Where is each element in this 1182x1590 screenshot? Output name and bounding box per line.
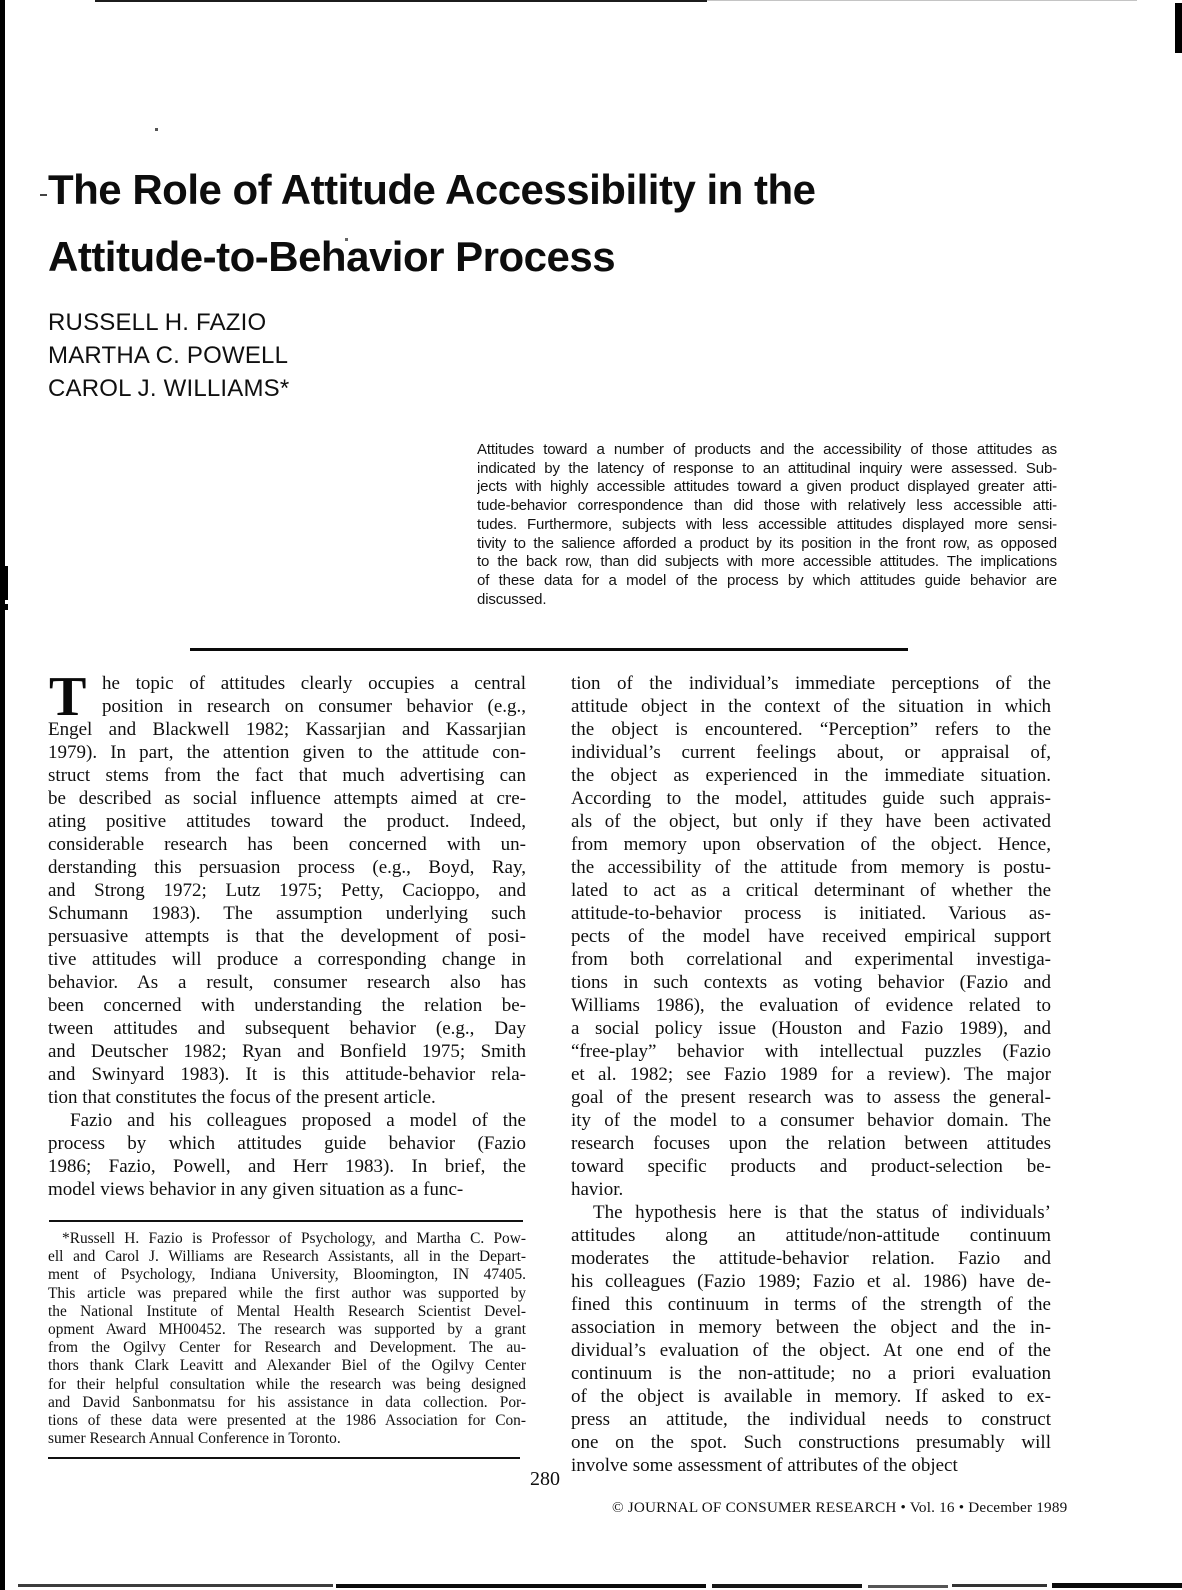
abstract bbox=[477, 441, 1057, 609]
text-line: als of the object, but only if they have been activated bbox=[571, 811, 1051, 832]
text-line: lated to act as a critical determinant of whether the bbox=[571, 880, 1051, 901]
footnote-rule-top bbox=[49, 1220, 523, 1222]
scan-artifact-speck bbox=[5, 604, 8, 610]
paragraph bbox=[48, 666, 526, 1109]
scan-artifact-right-tick bbox=[1175, 3, 1182, 53]
text-line: the object as experienced in the immediate situation. bbox=[571, 765, 1051, 786]
drop-cap: T bbox=[49, 666, 87, 728]
text-line: involve some assessment of attributes of the object bbox=[571, 1455, 958, 1476]
text-line: he topic of attitudes clearly occupies a central bbox=[102, 673, 526, 694]
text-line: moderates the attitude-behavior relation. Fazio and bbox=[571, 1248, 1051, 1269]
text-line: association in memory between the object and the in- bbox=[571, 1317, 1051, 1338]
text-line: Schumann 1983). The assumption underlying such bbox=[48, 903, 526, 924]
text-line: tions of these data were presented at the 1986 Association for Con- bbox=[48, 1412, 526, 1430]
scan-artifact-bottom-line bbox=[18, 1584, 333, 1587]
text-line: been concerned with understanding the relation be- bbox=[48, 995, 526, 1016]
text-line: and Swinyard 1983). It is this attitude-behavior rela- bbox=[48, 1064, 526, 1085]
text-line: jects with highly accessible attitudes toward a given product displayed greater atti- bbox=[477, 478, 1057, 496]
text-line: model views behavior in any given situation as a func- bbox=[48, 1179, 464, 1200]
text-line: This article was prepared while the first author was supported by bbox=[48, 1284, 526, 1302]
title-line: The Role of Attitude Accessibility in the bbox=[48, 166, 816, 213]
text-line: *Russell H. Fazio is Professor of Psychology, and Martha C. Pow- bbox=[62, 1230, 526, 1247]
title-line: Attitude-to-Behavior Process bbox=[48, 233, 616, 280]
text-line: tivity to the salience afforded a product by its position in the front row, as opposed bbox=[477, 534, 1057, 552]
text-line: position in research on consumer behavior (e.g., bbox=[102, 696, 526, 717]
scan-artifact-bottom-line bbox=[336, 1584, 706, 1588]
scan-artifact-bottom-line bbox=[1052, 1583, 1182, 1588]
text-line: The hypothesis here is that the status of individuals’ bbox=[593, 1202, 1051, 1223]
text-line: attitude-to-behavior process is initiated. Various as- bbox=[571, 903, 1051, 924]
paragraph bbox=[571, 1201, 1051, 1477]
text-line: individual’s current feelings about, or appraisal of, bbox=[571, 742, 1051, 763]
text-line: Fazio and his colleagues proposed a model of the bbox=[70, 1110, 526, 1131]
text-line: thors thank Clark Leavitt and Alexander Biel of the Ogilvy Center bbox=[48, 1357, 526, 1375]
text-line: Williams 1986), the evaluation of evidence related to bbox=[571, 995, 1051, 1016]
text-line: tude-behavior correspondence than did those with relatively less accessible atti- bbox=[477, 497, 1057, 515]
text-line: attitude object in the context of the situation in which bbox=[571, 696, 1051, 717]
text-line: derstanding this persuasion process (e.g., Boyd, Ray, bbox=[48, 857, 526, 878]
scan-artifact-top-line bbox=[707, 0, 1137, 1]
text-line: one on the spot. Such constructions presumably will bbox=[571, 1432, 1051, 1453]
page-number: 280 bbox=[530, 1468, 560, 1490]
text-line: pects of the model have received empirical support bbox=[571, 926, 1051, 947]
text-line: and Deutscher 1982; Ryan and Bonfield 1975; Smith bbox=[48, 1041, 526, 1062]
text-line: persuasive attempts is that the development of posi- bbox=[48, 926, 526, 947]
text-line: research focuses upon the relation between attitudes bbox=[571, 1133, 1051, 1154]
text-line: ating positive attitudes toward the product. Indeed, bbox=[48, 811, 526, 832]
scan-artifact-speck bbox=[155, 128, 158, 131]
text-line: to the back row, than did subjects with more accessible attitudes. The implications bbox=[477, 553, 1057, 571]
text-line: 1986; Fazio, Powell, and Herr 1983). In brief, the bbox=[48, 1156, 526, 1177]
journal-citation-footer: © JOURNAL OF CONSUMER RESEARCH • Vol. 16 • December 1989 bbox=[612, 1499, 1068, 1516]
text-line: toward specific products and product-selection be- bbox=[571, 1156, 1051, 1177]
text-line: continuum is the non-attitude; no a priori evaluation bbox=[571, 1363, 1051, 1384]
text-line: discussed. bbox=[477, 590, 547, 608]
text-line: ment of Psychology, Indiana University, Bloomington, IN 47405. bbox=[48, 1266, 526, 1284]
footnote-rule-bottom bbox=[48, 1457, 520, 1459]
paragraph bbox=[48, 1109, 526, 1201]
text-line: tive attitudes will produce a corresponding change in bbox=[48, 949, 526, 970]
text-line: tudes. Furthermore, subjects with less accessible attitudes displayed more sensi- bbox=[477, 515, 1057, 533]
body-column-right bbox=[571, 672, 1051, 1477]
text-line: from the Ogilvy Center for Research and Development. The au- bbox=[48, 1339, 526, 1357]
text-line: ity of the model to a consumer behavior domain. The bbox=[571, 1110, 1051, 1131]
page-title bbox=[48, 156, 948, 290]
text-line: goal of the present research was to assess the general- bbox=[571, 1087, 1051, 1108]
text-line: considerable research has been concerned with un- bbox=[48, 834, 526, 855]
author-footnote bbox=[48, 1230, 526, 1448]
text-line: the National Institute of Mental Health Research Scientist Devel- bbox=[48, 1302, 526, 1320]
text-line: his colleagues (Fazio 1989; Fazio et al. 1986) have de- bbox=[571, 1271, 1051, 1292]
paragraph bbox=[477, 441, 1057, 609]
text-line: of the object is available in memory. If asked to ex- bbox=[571, 1386, 1051, 1407]
text-line: fined this continuum in terms of the strength of the bbox=[571, 1294, 1051, 1315]
text-line: from memory upon observation of the object. Hence, bbox=[571, 834, 1051, 855]
text-line: ell and Carol J. Williams are Research Assistants, all in the Depart- bbox=[48, 1248, 526, 1266]
text-line: and Strong 1972; Lutz 1975; Petty, Cacioppo, and bbox=[48, 880, 526, 901]
text-line: and David Sanbonmatsu for his assistance in data collection. Por- bbox=[48, 1393, 526, 1411]
author-name: RUSSELL H. FAZIO bbox=[48, 309, 267, 336]
text-line: 1979). In part, the attention given to the attitude con- bbox=[48, 742, 526, 763]
author-list bbox=[48, 306, 289, 405]
text-line: “free-play” behavior with intellectual puzzles (Fazio bbox=[571, 1041, 1051, 1062]
text-line: tween attitudes and subsequent behavior (e.g., Day bbox=[48, 1018, 526, 1039]
author-name: CAROL J. WILLIAMS* bbox=[48, 375, 290, 402]
text-line: havior. bbox=[571, 1179, 624, 1200]
text-line: et al. 1982; see Fazio 1989 for a review). The major bbox=[571, 1064, 1051, 1085]
scan-artifact-bottom-line bbox=[868, 1585, 948, 1588]
text-line: for their helpful consultation while the research was being designed bbox=[48, 1375, 526, 1393]
text-line: of these data for a model of the process by which attitudes guide behavior are bbox=[477, 571, 1057, 589]
text-line: press an attitude, the individual needs to construct bbox=[571, 1409, 1051, 1430]
text-line: tion of the individual’s immediate perceptions of the bbox=[571, 673, 1051, 694]
text-line: attitudes along an attitude/non-attitude continuum bbox=[571, 1225, 1051, 1246]
text-line: behavior. As a result, consumer research also has bbox=[48, 972, 526, 993]
section-divider-rule bbox=[190, 648, 908, 651]
text-line: sumer Research Annual Conference in Toronto. bbox=[48, 1430, 341, 1448]
paragraph bbox=[48, 1230, 526, 1448]
scan-artifact-bottom-line bbox=[712, 1584, 862, 1588]
text-line: tion that constitutes the focus of the present article. bbox=[48, 1087, 436, 1108]
text-line: from both correlational and experimental investiga- bbox=[571, 949, 1051, 970]
text-line: a social policy issue (Houston and Fazio 1989), and bbox=[571, 1018, 1051, 1039]
text-line: opment Award MH00452. The research was supported by a grant bbox=[48, 1321, 526, 1339]
text-line: Engel and Blackwell 1982; Kassarjian and Kassarjian bbox=[48, 719, 526, 740]
text-line: dividual’s evaluation of the object. At one end of the bbox=[571, 1340, 1051, 1361]
scan-artifact-speck bbox=[40, 194, 47, 196]
scan-artifact-speck bbox=[4, 566, 8, 600]
text-line: tions in such contexts as voting behavior (Fazio and bbox=[571, 972, 1051, 993]
text-line: the accessibility of the attitude from memory is postu- bbox=[571, 857, 1051, 878]
scan-artifact-left-bar bbox=[0, 0, 5, 1590]
text-line: According to the model, attitudes guide such apprais- bbox=[571, 788, 1051, 809]
body-column-left bbox=[48, 666, 526, 1201]
paragraph bbox=[571, 672, 1051, 1201]
text-line: struct stems from the fact that much advertising can bbox=[48, 765, 526, 786]
scan-artifact-top-line bbox=[95, 0, 707, 2]
text-line: be described as social influence attempts aimed at cre- bbox=[48, 788, 526, 809]
scan-artifact-bottom-line bbox=[952, 1584, 1047, 1587]
text-line: Attitudes toward a number of products and the accessibility of those attitudes as bbox=[477, 441, 1057, 458]
text-line: indicated by the latency of response to an attitudinal inquiry were assessed. Sub- bbox=[477, 459, 1057, 477]
text-line: the object is encountered. “Perception” refers to the bbox=[571, 719, 1051, 740]
author-name: MARTHA C. POWELL bbox=[48, 342, 289, 369]
text-line: process by which attitudes guide behavior (Fazio bbox=[48, 1133, 526, 1154]
